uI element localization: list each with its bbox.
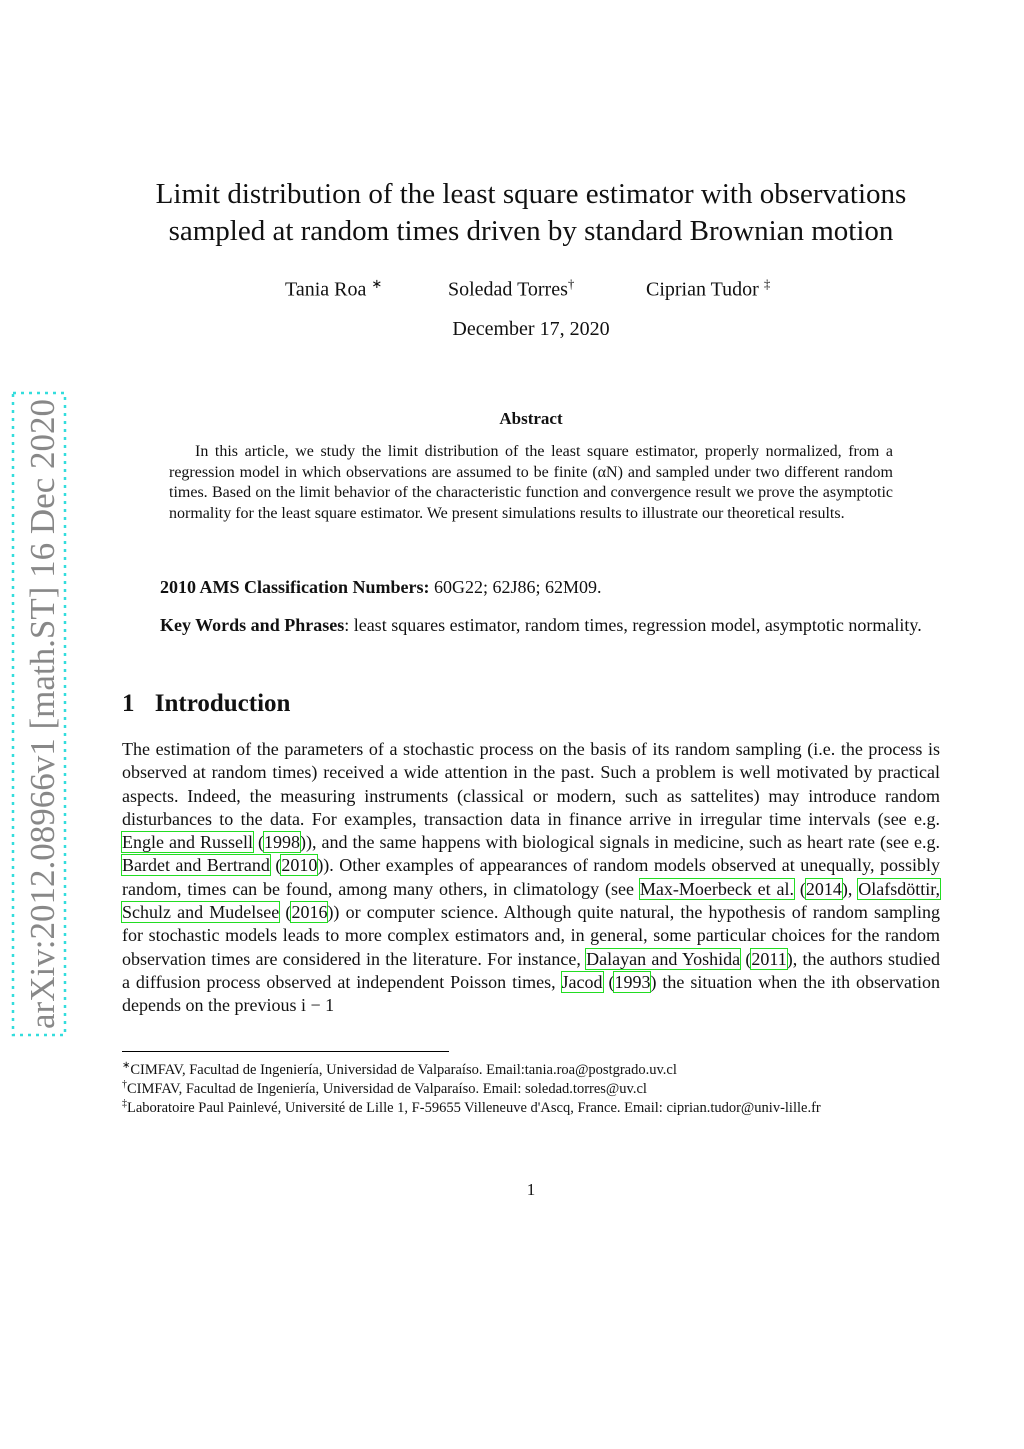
citation-year-link[interactable]: 1993 xyxy=(614,971,651,992)
footnote-text: Laboratoire Paul Painlevé, Université de Lille 1, F-59655 Villeneuve d'Ascq, France. Email: ciprian.tudor@univ-lille.fr xyxy=(127,1099,821,1116)
author-name: Soledad Torres xyxy=(448,278,568,301)
paper-date: December 17, 2020 xyxy=(452,318,610,340)
intro-text: ( xyxy=(279,902,292,923)
arxiv-identifier-stamp[interactable] xyxy=(10,390,68,1038)
page-number: 1 xyxy=(526,1180,536,1199)
intro-text: )). Other examples of appearances of random models observed at unequally, possibly random, times can be found, among many others, in climatology (see xyxy=(122,855,940,899)
citation-link[interactable]: Olafsdöttir, Schulz and Mudelsee xyxy=(122,878,941,923)
intro-text: ( xyxy=(740,948,752,969)
author-3 xyxy=(646,276,770,302)
intro-text: ( xyxy=(602,971,615,992)
intro-text: The estimation of the parameters of a stochastic process on the basis of its random sampling (i.e. the process is observed at random times) received a wide attention in the past. Such a problem is well motivated by practical aspects. Indeed, the measuring instruments (classical or modern, such as sattelites) may introduce random disturbances to the data. For examples, transaction data in finance arrive in irregular time intervals (see e.g. xyxy=(122,739,940,829)
abstract-text: In this article, we study the limit distribution of the least square estimator, properly normalized, from a regression model in which observations are assumed to be finite (αN) and sampled under two different random times. Based on the limit behavior of the characteristic function and convergence result we prove the asymptotic normality for the least square estimator. We present simulations results to illustrate our theoretical results. xyxy=(169,443,893,522)
intro-text: ) the situation when the ith observation depends on the previous i − 1 xyxy=(122,971,940,1016)
keywords-label: Key Words and Phrases xyxy=(160,615,345,635)
citation-year-link[interactable]: 2010 xyxy=(281,855,318,876)
citation-link[interactable]: Max-Moerbeck et al. xyxy=(639,878,795,899)
citation-link[interactable]: Dalayan and Yoshida xyxy=(586,948,741,969)
section-heading-introduction xyxy=(122,690,290,718)
citation-link[interactable]: Bardet and Bertrand xyxy=(122,855,270,876)
introduction-paragraph xyxy=(122,738,940,1018)
author-footnote-mark[interactable]: ∗ xyxy=(371,276,383,291)
ams-value: 60G22; 62J86; 62M09. xyxy=(434,577,602,597)
author-name: Tania Roa xyxy=(285,278,367,301)
citation-year-link[interactable]: 2014 xyxy=(805,878,842,899)
author-name: Ciprian Tudor xyxy=(646,278,759,301)
footnote-text: CIMFAV, Facultad de Ingeniería, Universidad de Valparaíso. Email: soledad.torres@uv.cl xyxy=(127,1080,647,1097)
footnote-mark: † xyxy=(122,1079,127,1090)
arxiv-stamp-text: arXiv:2012.08966v1 [math.ST] 16 Dec 2020 xyxy=(23,399,62,1029)
author-1 xyxy=(285,276,382,302)
author-footnote-mark[interactable]: † xyxy=(567,276,575,291)
section-title: Introduction xyxy=(154,690,291,717)
intro-text: )), and the same happens with biological signals in medicine, such as heart rate (see e.g. xyxy=(300,832,941,853)
intro-text: ), the authors studied a diffusion process observed at independent Poisson times, xyxy=(122,948,940,992)
title-line-1: Limit distribution of the least square estimator with observations xyxy=(155,178,907,210)
author-2 xyxy=(448,276,574,302)
ams-label: 2010 AMS Classification Numbers: xyxy=(160,577,430,597)
title-line-2: sampled at random times driven by standard Brownian motion xyxy=(168,215,894,247)
intro-text: ( xyxy=(794,878,806,899)
citation-link[interactable]: Jacod xyxy=(561,971,603,992)
intro-text: ( xyxy=(253,832,265,853)
keywords xyxy=(122,614,940,637)
citation-year-link[interactable]: 1998 xyxy=(264,832,301,853)
author-footnote-mark[interactable]: ‡ xyxy=(763,276,771,291)
footnote-3 xyxy=(122,1094,940,1118)
citation-year-link[interactable]: 2016 xyxy=(291,902,328,923)
citation-year-link[interactable]: 2011 xyxy=(751,948,787,969)
footnote-mark: ‡ xyxy=(122,1098,127,1109)
intro-text: ), xyxy=(841,878,859,899)
footnote-mark: ∗ xyxy=(122,1060,131,1071)
abstract-heading: Abstract xyxy=(499,409,563,428)
section-number: 1 xyxy=(122,690,135,717)
citation-link[interactable]: Engle and Russell xyxy=(122,832,254,853)
paper-title xyxy=(100,176,962,250)
intro-text: )) or computer science. Although quite natural, the hypothesis of random sampling for stochastic models leads to more complex estimators and, in general, some particular choices for the random observation times are considered in the literature. For instance, xyxy=(122,902,940,969)
ams-classification xyxy=(160,576,602,599)
footnote-text: CIMFAV, Facultad de Ingeniería, Universidad de Valparaíso. Email:tania.roa@postgrado.uv.cl xyxy=(130,1061,677,1078)
footnote-rule xyxy=(122,1051,449,1052)
keywords-value: : least squares estimator, random times, regression model, asymptotic normality. xyxy=(344,615,922,635)
intro-text: ( xyxy=(269,855,282,876)
